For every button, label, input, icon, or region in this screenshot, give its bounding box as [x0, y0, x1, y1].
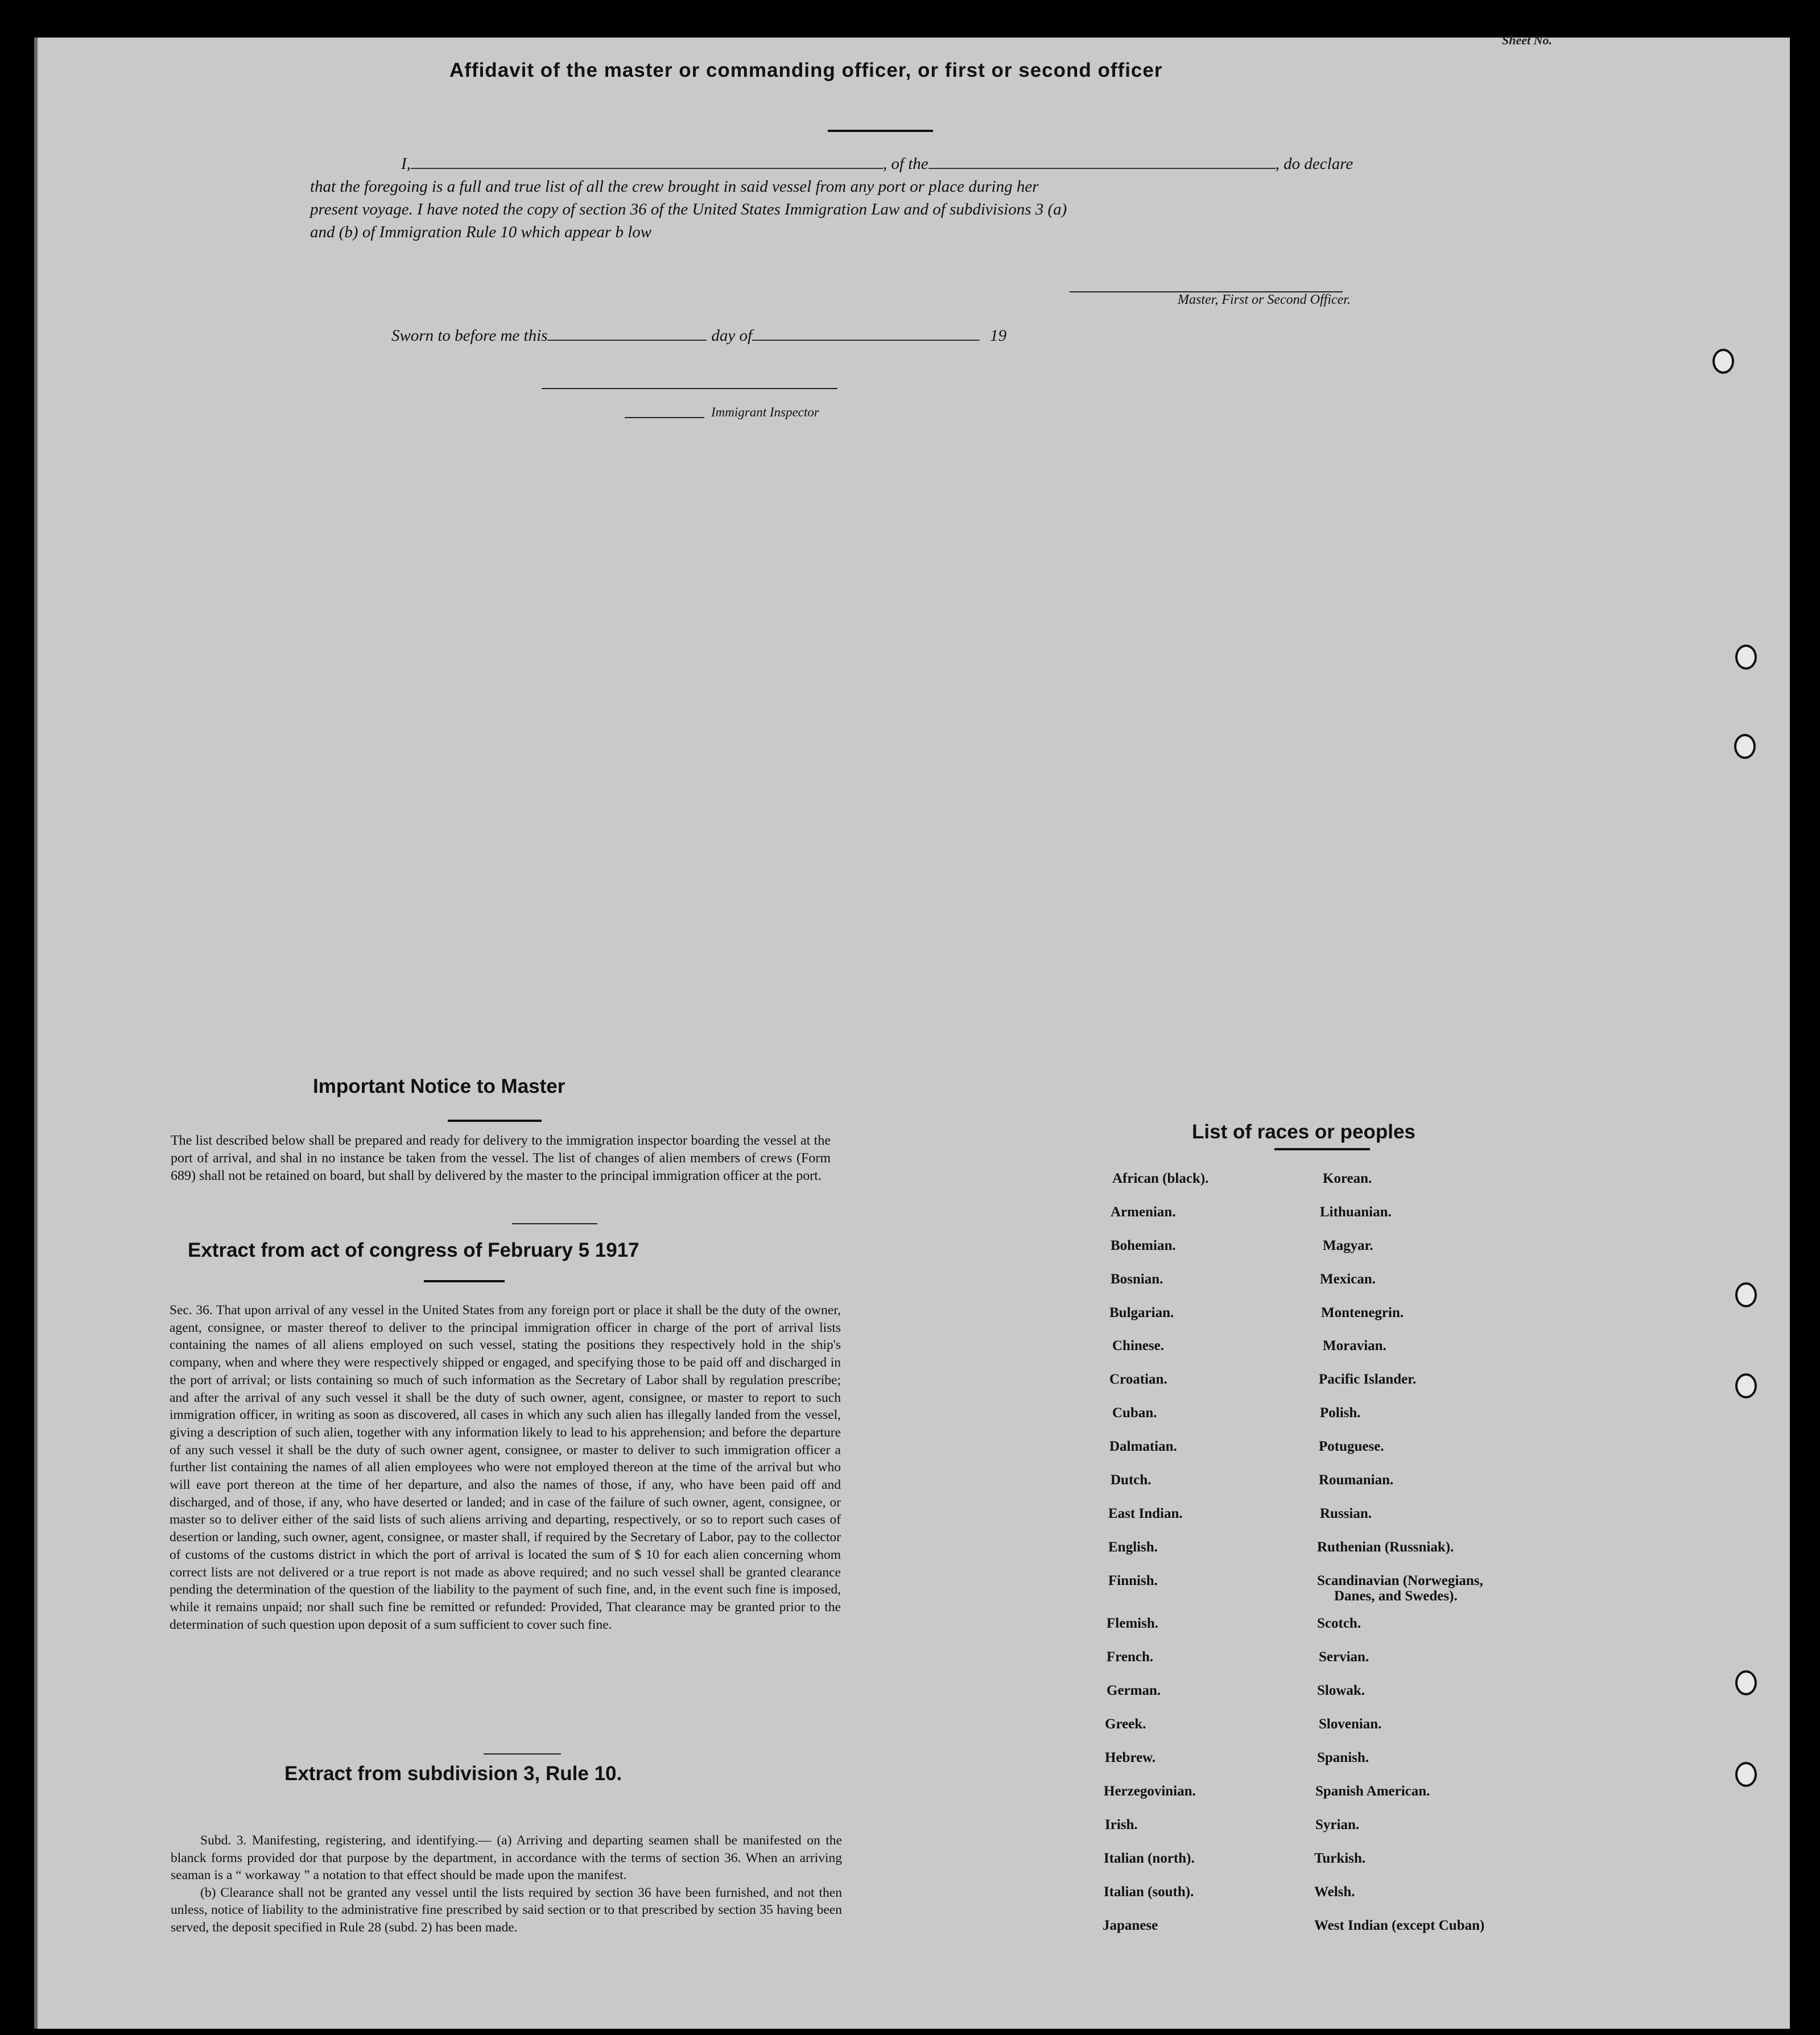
- race-item: Montenegrin.: [1321, 1305, 1404, 1320]
- binder-hole: [1712, 349, 1734, 374]
- race-item: West Indian (except Cuban): [1314, 1918, 1485, 1933]
- race-item: Flemish.: [1107, 1616, 1158, 1631]
- race-item: Italian (south).: [1104, 1884, 1194, 1900]
- race-item: Danes, and Swedes).: [1334, 1588, 1458, 1604]
- sworn-day-of-label: day of: [711, 327, 753, 345]
- notice-title: Important Notice to Master: [313, 1075, 566, 1097]
- race-item: Turkish.: [1314, 1851, 1366, 1866]
- notice-separator-rule: [512, 1223, 597, 1224]
- race-item: Scotch.: [1317, 1616, 1361, 1631]
- binder-hole: [1735, 1373, 1757, 1398]
- affidavit-name-blank[interactable]: [411, 155, 883, 169]
- sworn-before-label: Sworn to before me this: [391, 327, 548, 345]
- race-item: Dalmatian.: [1109, 1439, 1177, 1454]
- race-item: Spanish American.: [1315, 1784, 1430, 1799]
- race-item: German.: [1107, 1683, 1161, 1698]
- affidavit-title-rule: [828, 130, 933, 132]
- sworn-year-label: 19: [990, 327, 1007, 345]
- race-item: Pacific Islander.: [1319, 1372, 1417, 1387]
- race-item: Irish.: [1105, 1817, 1138, 1832]
- sworn-month-blank[interactable]: [752, 327, 980, 341]
- race-item: Greek.: [1105, 1716, 1146, 1732]
- race-item: Ruthenian (Russniak).: [1317, 1539, 1454, 1555]
- race-item: Potuguese.: [1319, 1439, 1384, 1454]
- binder-hole: [1735, 645, 1757, 670]
- race-item: English.: [1108, 1539, 1158, 1555]
- race-item: African (black).: [1112, 1171, 1209, 1186]
- race-item: Bohemian.: [1111, 1238, 1176, 1253]
- binder-hole: [1735, 1670, 1757, 1695]
- race-item: Finnish.: [1108, 1573, 1158, 1588]
- affidavit-of-the-label: , of the: [882, 155, 928, 173]
- races-title-rule: [1274, 1148, 1370, 1150]
- extract-act-title: Extract from act of congress of February 5 1917: [188, 1239, 639, 1261]
- race-item: East Indian.: [1108, 1506, 1183, 1521]
- inspector-signature-line-1: [542, 388, 837, 389]
- affidavit-line-1: [310, 155, 1425, 174]
- race-item: Lithuanian.: [1320, 1204, 1392, 1220]
- race-item: Japanese: [1103, 1918, 1158, 1933]
- binder-hole: [1734, 734, 1756, 759]
- race-item: Moravian.: [1323, 1338, 1386, 1353]
- race-item: French.: [1107, 1649, 1154, 1665]
- race-item: Polish.: [1320, 1405, 1361, 1421]
- race-item: Armenian.: [1111, 1204, 1176, 1220]
- race-item: Korean.: [1323, 1171, 1372, 1186]
- race-item: Spanish.: [1317, 1750, 1369, 1765]
- affidavit-declare-label: , do declare: [1275, 155, 1353, 173]
- inspector-signature-line-2: [625, 417, 704, 418]
- race-item: Hebrew.: [1105, 1750, 1156, 1765]
- extract-rule-body: [171, 1832, 842, 1936]
- inspector-label: Immigrant Inspector: [711, 405, 819, 419]
- race-item: Slowak.: [1317, 1683, 1365, 1698]
- extract-separator-rule: [484, 1753, 561, 1755]
- race-item: Dutch.: [1111, 1472, 1152, 1488]
- extract-rule-para-a: Subd. 3. Manifesting, registering, and identifying.— (a) Arriving and departing seamen shall be manifested on the blanck forms provided dor that purpose by the department, in accordance with the terms of section 36. When an arriving seaman is a “ workaway ” a notation to that effect should be made upon the manifest.: [171, 1833, 842, 1883]
- notice-body: The list described below shall be prepared and ready for delivery to the immigration inspector boarding the vessel at the port of arrival, and shal in no instance be taken from the vessel. The list of changes of alien members of crews (Form 689) shall not be retained on board, but shall by delivered by the master to the principal immigration officer at the port.: [171, 1133, 831, 1183]
- race-item: Herzegovinian.: [1104, 1784, 1196, 1799]
- race-item: Magyar.: [1323, 1238, 1373, 1253]
- races-title: List of races or peoples: [1192, 1121, 1415, 1143]
- binder-hole: [1735, 1762, 1757, 1787]
- notice-title-rule: [448, 1120, 542, 1122]
- extract-rule-para-b: (b) Clearance shall not be granted any vessel until the lists required by section 36 have been furnished, and not then unless, notice of liability to the administrative fine prescribed by said section or to that prescribed by section 35 having been served, the deposit specified in Rule 28 (subd. 2) has been made.: [171, 1885, 842, 1935]
- race-item: Welsh.: [1314, 1884, 1355, 1900]
- extract-act-body: Sec. 36. That upon arrival of any vessel in the United States from any foreign port or place it shall be the duty of the owner, agent, consignee, or master thereof to deliver to the principal immigration officer in charge of the port of arrival lists containing the names of all aliens employed on such vessel, stating the positions they respectively hold in the ship's company, when and where they were respectively shipped or engaged, and specifying those to be paid off and discharged in the port of arrival; or lists containing so much of such information as the Secretary of Labor shall by regulation prescribe; and after the arrival of any such vessel it shall be the duty of such owner, agent, consignee, or master to report to such immigration officer, in writing as soon as discovered, all cases in which any such alien has illegally landed from the vessel, giving a description of such alien, together with any information likely to lead to his apprehension; and before the departure of any such vessel it shall be the duty of such owner agent, consignee, or master to deliver to such immigration officer a further list containing the names of all alien employees who were not employed thereon at the time of the arrival but who will eave port thereon at the time of her departure, and also the names of those, if any, who have been paid off and discharged, and of those, if any, who have deserted or landed; and in case of the failure of such owner, agent, consignee, or master so to deliver either of the said lists of such aliens arriving and departing, respectively, or so to report such cases of desertion or landing, such owner, agent, consignee, or master shall, if required by the Secretary of Labor, pay to the collector of customs of the customs district in which the port of arrival is located the sum of $ 10 for each alien concerning whom correct lists are not delivered or a true report is not made as above required; and no such vessel shall be granted clearance pending the determination of the question of the liability to the payment of such fine, and, in the event such fine is imposed, while it remains unpaid; nor shall such fine be remitted or refunded: Provided, That clearance may be granted prior to the determination of such question upon deposit of a sum sufficient to cover such fine.: [170, 1303, 841, 1632]
- sworn-day-blank[interactable]: [547, 327, 707, 341]
- race-item: Roumanian.: [1319, 1472, 1394, 1488]
- race-item: Bosnian.: [1111, 1272, 1163, 1287]
- race-item: Russian.: [1320, 1506, 1372, 1521]
- race-item: Croatian.: [1109, 1372, 1167, 1387]
- affidavit-vessel-blank[interactable]: [928, 155, 1276, 169]
- extract-act-title-rule: [424, 1280, 505, 1282]
- affidavit-title: Affidavit of the master or commanding officer, or first or second officer: [449, 59, 1163, 81]
- race-item: Servian.: [1319, 1649, 1369, 1665]
- race-item: Syrian.: [1315, 1817, 1360, 1832]
- race-item: Mexican.: [1320, 1272, 1376, 1287]
- affidavit-line-3: present voyage. I have noted the copy of section 36 of the United States Immigration Law and of subdivisions 3 (a): [310, 200, 1067, 218]
- race-item: Slovenian.: [1319, 1716, 1382, 1732]
- sheet-number-label: Sheet No.: [1502, 33, 1552, 47]
- affidavit-line-4: and (b) of Immigration Rule 10 which appear b low: [310, 223, 652, 241]
- extract-rule-title: Extract from subdivision 3, Rule 10.: [284, 1762, 622, 1785]
- master-signature-label: Master, First or Second Officer.: [1178, 292, 1351, 307]
- affidavit-i-label: I,: [401, 155, 411, 173]
- race-item: Italian (north).: [1104, 1851, 1195, 1866]
- binder-hole: [1735, 1282, 1757, 1307]
- sworn-line: [391, 327, 1006, 345]
- race-item: Chinese.: [1112, 1338, 1164, 1353]
- affidavit-line-2: that the foregoing is a full and true list of all the crew brought in said vessel from any port or place during her: [310, 178, 1039, 196]
- race-item: Scandinavian (Norwegians,: [1317, 1573, 1483, 1588]
- race-item: Cuban.: [1112, 1405, 1157, 1421]
- race-item: Bulgarian.: [1109, 1305, 1174, 1320]
